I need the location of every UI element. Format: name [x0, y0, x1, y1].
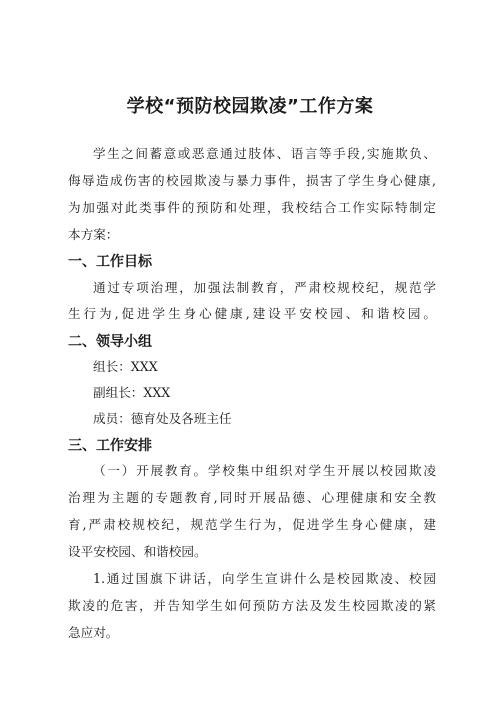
intro-line: 侮辱造成伤害的校园欺凌与暴力事件，损害了学生身心健康, — [68, 173, 436, 188]
intro-line: 学生之间蓄意或恶意通过肢体、语言等手段,实施欺负、 — [93, 146, 436, 161]
arrangement-line: 育,严肃校规校纪，规范学生行为，促进学生身心健康，建 — [68, 517, 436, 532]
section-heading-arrangements: 三、工作安排 — [68, 438, 152, 454]
intro-line: 为加强对此类事件的预防和处理，我校结合工作实际特制定 — [68, 200, 436, 215]
goals-line: 通过专项治理，加强法制教育，严肃校规校纪，规范学 — [93, 280, 436, 295]
item-line: 欺凌的危害，并告知学生如何预防方法及发生校园欺凌的紧 — [68, 598, 436, 613]
item-line: 急应对。 — [68, 625, 119, 640]
section-heading-leadership: 二、领导小组 — [68, 334, 152, 350]
members-line: 成员：德育处及各班主任 — [93, 411, 232, 426]
arrangement-line: 设平安校园、和谐校园。 — [68, 544, 207, 559]
deputy-line: 副组长：XXX — [93, 385, 171, 400]
item-line: 1.通过国旗下讲话，向学生宣讲什么是校园欺凌、校园 — [93, 571, 436, 586]
leader-line: 组长：XXX — [93, 359, 158, 374]
arrangement-line: 治理为主题的专题教育,同时开展品德、心理健康和安全教 — [68, 490, 436, 505]
document-title: 学校“预防校园欺凌”工作方案 — [126, 96, 374, 117]
intro-line: 本方案： — [68, 227, 119, 242]
goals-line: 生行为,促进学生身心健康,建设平安校园、和谐校园。 — [68, 306, 436, 321]
section-heading-goals: 一、工作目标 — [68, 254, 152, 270]
arrangement-line: （一）开展教育。学校集中组织对学生开展以校园欺凌 — [93, 463, 436, 478]
